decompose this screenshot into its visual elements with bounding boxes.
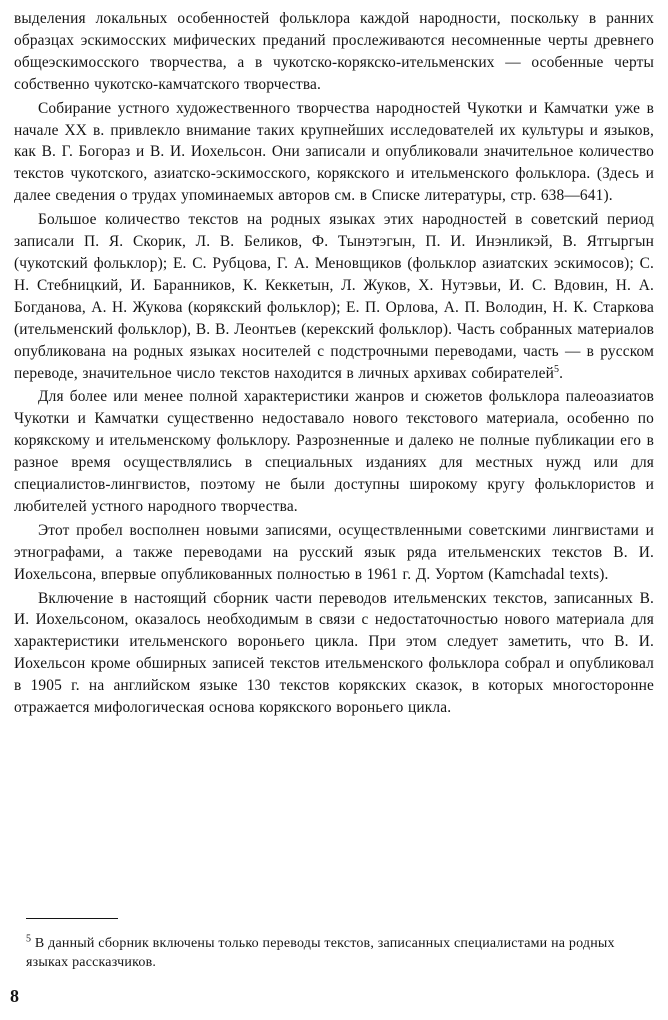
footnote-mark: 5 [26,933,32,945]
page-body [14,8,654,721]
footnote-text: В данный сборник включены только переводы текстов, записанных специалистами на родных языках рассказчиков. [26,936,615,970]
paragraph-1: выделения локальных особенностей фольклора каждой народности, поскольку в ранних образцах эскимосских мифических преданий прослеживаются несомненные черты древнего общеэскимосского творчества, а в чукотско-корякско-ительменских — особенные черты собственно чукотско-камчатского творчества. [14,10,654,93]
footnote-reference: 5 [554,363,560,375]
paragraph-5: Этот пробел восполнен новыми записями, осуществленными советскими лингвистами и этнографами, а также переводами на русский язык ряда ительменских текстов В. И. Иохельсона, впервые опубликованных полностью в 1961 г. Д. Уортом (Kamchadal texts). [14,521,654,583]
paragraph-6: Включение в настоящий сборник части переводов ительменских текстов, записанных В. И. Иохельсоном, оказалось необходимым в связи с недостаточностью нового материала для характеристики ительменского вороньего цикла. При этом следует заметить, что В. И. Иохельсон кроме обширных записей текстов ительменского фольклора собрал и опубликовал в 1905 г. на английском языке 130 текстов корякских сказок, в которых многосторонне отражается мифологическая основа корякского вороньего цикла. [14,589,654,717]
page-number: 8 [10,986,19,1006]
paragraph-2: Собирание устного художественного творчества народностей Чукотки и Камчатки уже в начале XX в. привлекло внимание таких крупнейших исследователей их культуры и языков, как В. Г. Богораз и В. И. Иохельсон. Они записали и опубликовали значительное количество текстов чукотского, азиатско-эскимосского, корякского и ительменского фольклора. (Здесь и далее сведения о трудах упоминаемых авторов см. в Списке литературы, стр. 638—641). [14,99,654,205]
paragraph-4: Для более или менее полной характеристики жанров и сюжетов фольклора палеоазиатов Чукотки и Камчатки существенно недоставало нового текстового материала, особенно по корякскому и ительменскому фольклору. Разрозненные и далеко не полные публикации его в разное время осуществлялись в специальных изданиях для местных нужд или для специалистов-лингвистов, поэтому не были доступны широкому кругу фольклористов и любителей устного народного творчества. [14,388,654,515]
paragraph-3: Большое количество текстов на родных языках этих народностей в советский период записали П. Я. Скорик, Л. В. Беликов, Ф. Тынэтэгын, П. И. Инэнликэй, В. Ятгыргын (чукотский фольклор); Е. С. Рубцова, Г. А. Меновщиков (фольклор азиатских эскимосов); С. Н. Стебницкий, И. Баранников, К. Кеккетын, Л. Жуков, Х. Нутэвьи, И. С. Вдовин, Н. А. Богданова, А. Н. Жукова (корякский фольклор); Е. П. Орлова, А. П. Володин, Н. К. Старкова (ительменский фольклор), В. В. Леонтьев (керекский фольклор). Часть собранных материалов опубликована на родных языках носителей с подстрочными переводами, часть — в русском переводе, значительное число текстов находится в личных архивах собирателей$^5$. [14,211,654,382]
footnote-divider [26,918,118,919]
paragraph-3-text: Большое количество текстов на родных языках этих народностей в советский период записали П. Я. Скорик, Л. В. Беликов, Ф. Тынэтэгын, П. И. Инэнликэй, В. Ятгыргын (чукотский фольклор); Е. С. Рубцова, Г. А. Меновщиков (фольклор азиатских эскимосов); С. Н. Стебницкий, И. Баранников, К. Кеккетын, Л. Жуков, Х. Нутэвьи, И. С. Вдовин, Н. А. Богданова, А. Н. Жукова (корякский фольклор); Е. П. Орлова, А. П. Володин, Н. К. Старкова (ительменский фольклор), В. В. Леонтьев (керекский фольклор). Часть собранных материалов опубликована на родных языках носителей с подстрочными переводами, часть — в русском переводе, значительное число текстов находится в личных архивах собирателей [14,211,654,382]
footnote [26,934,636,972]
